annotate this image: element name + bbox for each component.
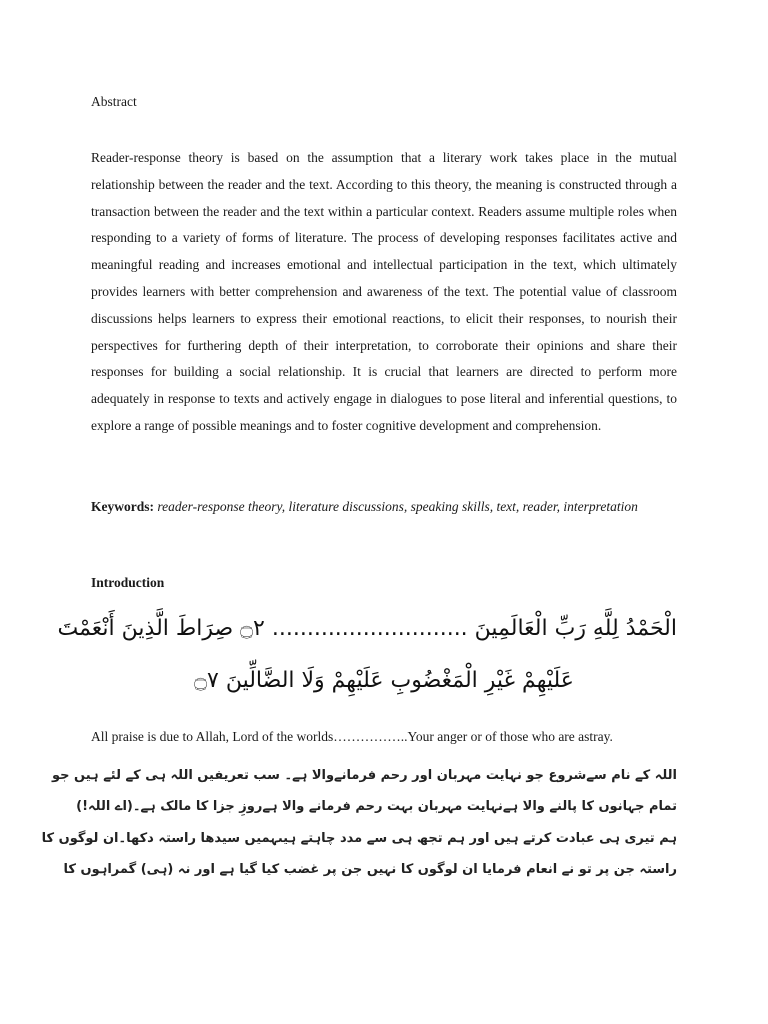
urdu-translation-line-1: اللہ کے نام سےشروع جو نہایت مہربان اور رحم فرمانےوالا ہے۔ سب تعریفیں اللہ ہی کے لئے ہیں جو [52, 768, 677, 783]
arabic-verse-line-1: الْحَمْدُ لِلَّهِ رَبِّ الْعَالَمِينَ ............................ ۝٢ صِرَاطَ الَّذِينَ أَنْعَمْتَ [57, 616, 677, 641]
arabic-verse-line-2: عَلَيْهِمْ غَيْرِ الْمَغْضُوبِ عَلَيْهِمْ وَلَا الضَّالِّينَ ۝٧ [194, 668, 574, 693]
keywords-paragraph [91, 494, 677, 521]
urdu-translation-line-3: ہم تیری ہی عبادت کرتے ہیں اور ہم تجھ ہی سے مدد چاہتے ہیںہمیں سیدھا راستہ دکھا۔ان لوگوں کا [41, 831, 677, 846]
urdu-translation-line-2: تمام جہانوں کا پالنے والا ہےنہایت مہربان بہت رحم فرمانے والا ہےروزِ جزا کا مالک ہے۔(اے اللہ!) [76, 799, 677, 814]
english-translation: All praise is due to Allah, Lord of the worlds……………..Your anger or of those who are astray. [91, 729, 613, 744]
introduction-heading: Introduction [91, 575, 165, 590]
keywords-list: reader-response theory, literature discussions, speaking skills, text, reader, interpretation [157, 499, 638, 514]
abstract-heading: Abstract [91, 94, 137, 109]
urdu-translation-line-4: راستہ جن پر تو نے انعام فرمایا ان لوگوں کا نہیں جن پر غضب کیا گیا ہے اور نہ (ہی) گمراہوں کا [63, 862, 677, 877]
abstract-paragraph: Reader-response theory is based on the assumption that a literary work takes place in the mutual relationship between the reader and the text. According to this theory, the meaning is constructed through a transaction between the reader and the text within a particular context. Readers assume multiple roles when responding to a variety of forms of literature. The process of developing responses facilitates active and meaningful reading and increases emotional and intellectual participation in the text, which ultimately provides learners with better comprehension and awareness of the text. The potential value of classroom discussions helps learners to express their emotional reactions, to elicit their responses, to nourish their perspectives for furthering depth of their interpretation, to corroborate their opinions and share their responses for building a social relationship. It is crucial that learners are directed to perform more adequately in response to texts and actively engage in dialogues to pose literal and inferential questions, to explore a range of possible meanings and to foster cognitive development and comprehension. [91, 150, 677, 433]
keywords-label: Keywords: [91, 499, 154, 514]
